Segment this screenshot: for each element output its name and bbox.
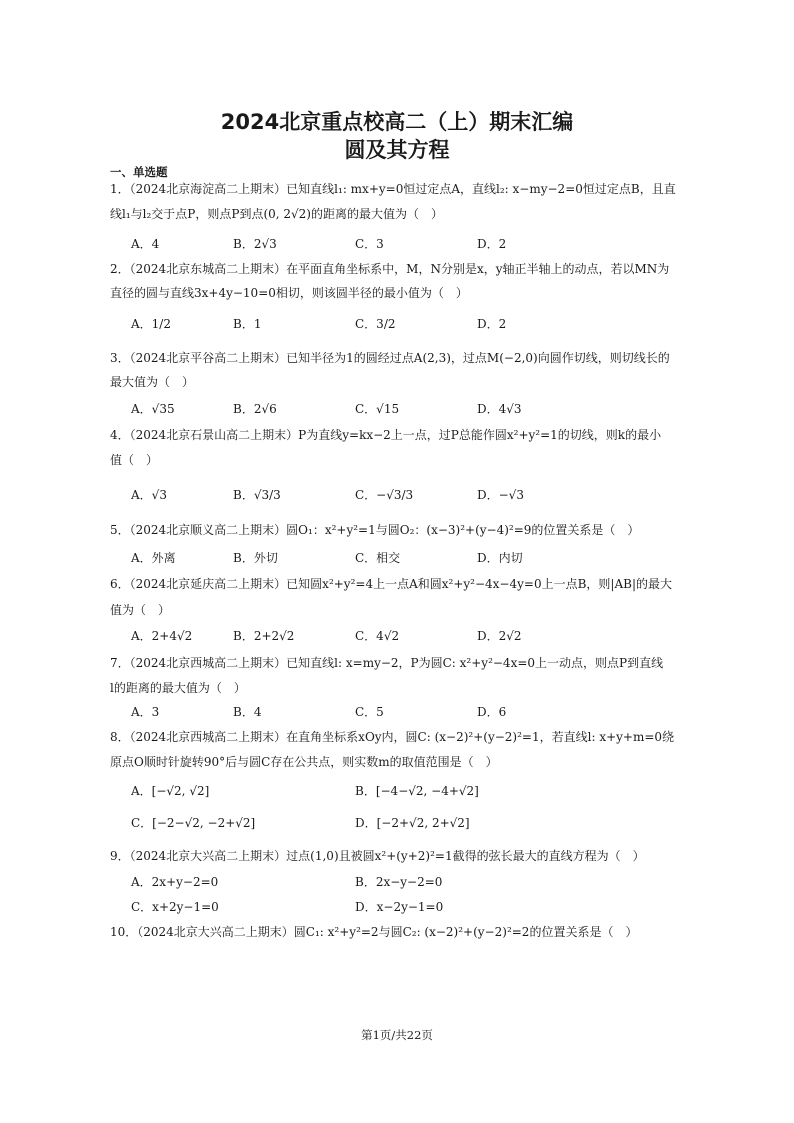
question-6-line-2: 值为（ ）: [110, 603, 171, 617]
question-7-option-c: C．5: [355, 705, 384, 719]
question-6-option-a: A．2+4√2: [131, 629, 193, 643]
question-1-option-c: C．3: [355, 237, 384, 251]
section-heading: 一、单选题: [110, 165, 168, 179]
question-7-line-1: 7．（2024北京西城高二上期末）已知直线l: x=my−2，P为圆C: x²+y²−4x=0上一动点，则点P到直线: [110, 656, 664, 670]
question-3-line-2: 最大值为（ ）: [110, 375, 195, 389]
question-6-option-c: C．4√2: [355, 629, 400, 643]
question-2-line-1: 2．（2024北京东城高二上期末）在平面直角坐标系中，M，N分别是x，y轴正半轴上的动点，若以MN为: [110, 262, 670, 276]
question-7-option-d: D．6: [477, 705, 507, 719]
page-title: 2024北京重点校高二（上）期末汇编: [220, 110, 574, 134]
question-7-option-a: A．3: [131, 705, 160, 719]
question-5-line-1: 5．（2024北京顺义高二上期末）圆O₁：x²+y²=1与圆O₂：(x−3)²+(y−4)²=9的位置关系是（ ）: [110, 523, 640, 537]
question-1-option-a: A．4: [131, 237, 160, 251]
question-4-line-1: 4．（2024北京石景山高二上期末）P为直线y=kx−2上一点，过P总能作圆x²+y²=1的切线，则k的最小: [110, 428, 662, 442]
question-9-option-b: B．2x−y−2=0: [355, 875, 443, 889]
question-4-option-d: D．−√3: [477, 488, 524, 502]
question-4-option-c: C．−√3/3: [355, 488, 414, 502]
question-5-option-d: D．内切: [477, 551, 523, 565]
question-9-option-d: D．x−2y−1=0: [355, 900, 444, 914]
question-5-option-b: B．外切: [233, 551, 278, 565]
question-8-option-a: A．[−√2, √2]: [131, 784, 210, 798]
question-6-option-d: D．2√2: [477, 629, 522, 643]
question-8-option-b: B．[−4−√2, −4+√2]: [355, 784, 479, 798]
question-8-line-1: 8．（2024北京西城高二上期末）在直角坐标系xOy内，圆C: (x−2)²+(y−2)²=1，若直线l: x+y+m=0绕: [110, 730, 675, 744]
question-1-line-1: 1．（2024北京海淀高二上期末）已知直线l₁: mx+y=0恒过定点A，直线l₂: x−my−2=0恒过定点B，且直: [110, 182, 676, 196]
question-7-option-b: B．4: [233, 705, 262, 719]
question-9-option-a: A．2x+y−2=0: [131, 875, 219, 889]
question-6-line-1: 6．（2024北京延庆高二上期末）已知圆x²+y²=4上一点A和圆x²+y²−4x−4y=0上一点B，则|AB|的最大: [110, 577, 672, 591]
question-9-line-1: 9．（2024北京大兴高二上期末）过点(1,0)且被圆x²+(y+2)²=1截得的弦长最大的直线方程为（ ）: [110, 849, 645, 863]
question-8-option-c: C．[−2−√2, −2+√2]: [131, 816, 256, 830]
question-5-option-a: A．外离: [131, 551, 176, 565]
question-9-option-c: C．x+2y−1=0: [131, 900, 219, 914]
question-5-option-c: C．相交: [355, 551, 401, 565]
question-1-line-2: 线l₁与l₂交于点P，则点P到点(0, 2√2)的距离的最大值为（ ）: [110, 207, 443, 221]
question-6-option-b: B．2+2√2: [233, 629, 295, 643]
question-8-option-d: D．[−2+√2, 2+√2]: [355, 816, 470, 830]
page-number-footer: 第1页/共22页: [361, 1028, 433, 1042]
page-subtitle: 圆及其方程: [344, 138, 450, 162]
question-4-line-2: 值（ ）: [110, 453, 159, 467]
question-3-option-b: B．2√6: [233, 402, 277, 416]
question-2-option-c: C．3/2: [355, 317, 396, 331]
question-2-option-b: B．1: [233, 317, 262, 331]
question-2-line-2: 直径的圆与直线3x+4y−10=0相切，则该圆半径的最小值为（ ）: [110, 286, 468, 300]
question-7-line-2: l的距离的最大值为（ ）: [110, 681, 246, 695]
question-8-line-2: 原点O顺时针旋转90°后与圆C存在公共点，则实数m的取值范围是（ ）: [110, 755, 498, 769]
question-2-option-d: D．2: [477, 317, 507, 331]
question-1-option-d: D．2: [477, 237, 507, 251]
question-3-option-d: D．4√3: [477, 402, 522, 416]
question-2-option-a: A．1/2: [131, 317, 171, 331]
question-4-option-a: A．√3: [131, 488, 167, 502]
question-1-option-b: B．2√3: [233, 237, 277, 251]
question-3-option-c: C．√15: [355, 402, 400, 416]
question-3-option-a: A．√35: [131, 402, 175, 416]
question-4-option-b: B．√3/3: [233, 488, 281, 502]
question-10-line-1: 10．（2024北京大兴高二上期末）圆C₁: x²+y²=2与圆C₂: (x−2)²+(y−2)²=2的位置关系是（ ）: [110, 925, 638, 939]
question-3-line-1: 3．（2024北京平谷高二上期末）已知半径为1的圆经过点A(2,3)，过点M(−2,0)向圆作切线，则切线长的: [110, 351, 670, 365]
